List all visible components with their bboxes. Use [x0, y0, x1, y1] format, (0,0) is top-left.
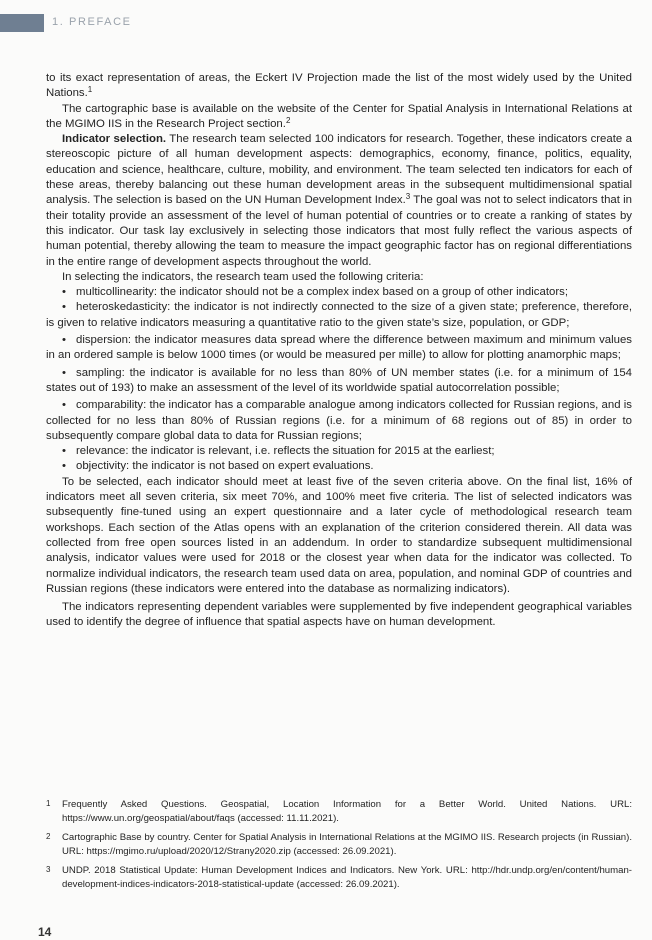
- bullet-icon: •: [62, 301, 66, 314]
- section-run-in-heading: Indicator selection.: [62, 133, 167, 146]
- footnote-ref-1[interactable]: 1: [87, 85, 93, 95]
- footnote-ref-3[interactable]: 3: [405, 192, 411, 202]
- footnote-1: [46, 798, 632, 825]
- list-item: • multicollinearity: the indicator should not be a complex index based on a group of other indicators;: [46, 285, 632, 300]
- paragraph-selection-summary: To be selected, each indicator should meet at least five of the seven criteria above. On the final list, 16% of indicators meet all seven criteria, six meet 70%, and 100% meet five criteria. The list of selected indicators was subsequently fine-tuned using an expert questionnaire and a later cycle of methodological research team workshops. Each section of the Atlas opens with an explanation of the criterion considered therein. All data was collected from free open sources listed in an addendum. In order to standardize subsequent multidimensional analysis, indicator values were used for 2018 or the closest year when data for the indicator was collected. To normalize individual indicators, the research team used data on area, population, and nominal GDP of countries and Russian regions (these indicators were entered into the database as normalizing indicators).: [46, 475, 632, 595]
- footnote-ref-2[interactable]: 2: [285, 115, 291, 125]
- footnotes: [46, 798, 632, 898]
- footnote-number: 3: [46, 865, 51, 875]
- bullet-icon: •: [62, 334, 66, 347]
- list-item: • dispersion: the indicator measures data spread where the difference between maximum and minimum values in an ordered sample is below 1000 times (or would be measured per mille) to allow for plotting anamorphic maps;: [46, 334, 632, 362]
- footnote-3: [46, 864, 632, 891]
- list-item: • comparability: the indicator has a comparable analogue among indicators collected for Russian regions, and is collected for no less than 80% of Russian regions (i.e. for a minimum of 68 regions out of 85) in order to subsequently compare global data to data for Russian regions;: [46, 399, 632, 442]
- section-header: 1. PREFACE: [52, 16, 132, 28]
- list-item: • sampling: the indicator is available for no less than 80% of UN member states (i.e. for a minimum of 154 states out of 193) to make an assessment of the level of its worldwide spatial autocorrelation possible;: [46, 366, 632, 394]
- paragraph-independent-variables: The indicators representing dependent variables were supplemented by five independent geographical variables used to identify the degree of influence that spatial aspects have on human development.: [46, 601, 632, 629]
- bullet-icon: •: [62, 399, 66, 412]
- footnote-text: Frequently Asked Questions. Geospatial, Location Information for a Better World. United Nations. URL: https://www.un.org/geospatial/about/faqs (accessed: 11.11.2021).: [62, 799, 632, 824]
- paragraph-indicator-selection: Indicator selection. The research team selected 100 indicators for research. Together, these indicators create a stereoscopic picture of all human development aspects: demographics, economy, finance, politics, equality, education and science, healthcare, culture, mobility, and environment. The team selected ten indicators for each of these areas, thereby balancing out these human development areas in the subsequent multidimensional spatial analysis. The selection is based on the UN Human Development Index.$^3$ The goal was not to select indicators that in their totality provide an assessment of the level of human potential of countries or to create a ranking of states by this indicator. Our task lay exclusively in selecting those indicators that most fully reflect the various aspects of human potential, thereby allowing the team to measure the impact geographic factor has on regional differentiations in the entire range of development aspects throughout the world.: [46, 133, 632, 268]
- footnote-text: UNDP. 2018 Statistical Update: Human Development Indices and Indicators. New York. URL: http://hdr.undp.org/en/content/human-development-indices-indicators-2018-statistical-update (accessed: 26.09.2021).: [62, 865, 632, 890]
- list-item: • heteroskedasticity: the indicator is not indirectly connected to the size of a given state; preference, therefore, is given to relative indicators measuring a quantitative ratio to the given state’s size, population, or GDP;: [46, 301, 632, 329]
- paragraph-1: to its exact representation of areas, the Eckert IV Projection made the list of the most widely used by the United Nations.$^1$: [46, 72, 632, 100]
- footnote-number: 1: [46, 799, 51, 808]
- bullet-icon: •: [62, 460, 66, 473]
- footnote-text: Cartographic Base by country. Center for Spatial Analysis in International Relations at the MGIMO IIS. Research projects (in Russian). URL: https://mgimo.ru/upload/2020/12/Strany2020.zip (accessed: 26.09.2021).: [62, 832, 632, 857]
- list-item: • objectivity: the indicator is not based on expert evaluations.: [46, 459, 632, 474]
- bullet-icon: •: [62, 366, 66, 379]
- page-number: 14: [38, 925, 52, 939]
- body-text: [46, 71, 632, 631]
- footnote-number: 2: [46, 832, 51, 842]
- list-item: • relevance: the indicator is relevant, i.e. reflects the situation for 2015 at the earliest;: [46, 444, 632, 459]
- bullet-icon: •: [62, 286, 66, 299]
- criteria-list: [46, 285, 632, 475]
- criteria-intro: In selecting the indicators, the research team used the following criteria:: [62, 270, 424, 283]
- header-accent-bar: [0, 14, 44, 32]
- paragraph-2: The cartographic base is available on the website of the Center for Spatial Analysis in International Relations at the MGIMO IIS in the Research Project section.$^2$: [46, 102, 632, 130]
- bullet-icon: •: [62, 445, 66, 458]
- footnote-2: [46, 831, 632, 858]
